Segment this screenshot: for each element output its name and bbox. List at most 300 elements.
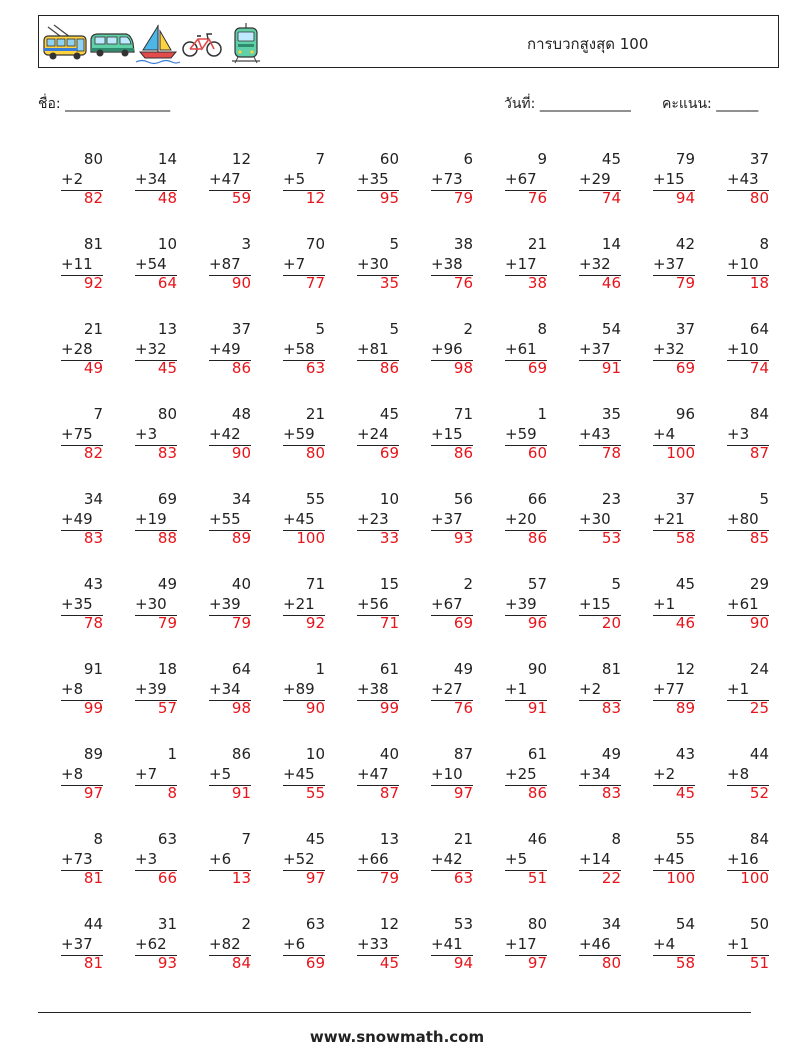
answer: 80 bbox=[305, 444, 325, 462]
problem bbox=[653, 830, 695, 890]
addend-bottom: +2 bbox=[653, 764, 676, 783]
answer: 64 bbox=[157, 274, 177, 292]
problem bbox=[357, 830, 399, 890]
addend-bottom: +2 bbox=[61, 169, 84, 188]
answer: 76 bbox=[453, 699, 473, 717]
addend-top: 86 bbox=[231, 745, 251, 763]
problem bbox=[357, 405, 399, 465]
answer: 58 bbox=[675, 529, 695, 547]
addend-bottom: +34 bbox=[209, 679, 241, 698]
addend-top: 38 bbox=[453, 235, 473, 253]
addend-bottom: +87 bbox=[209, 254, 241, 273]
addend-top: 7 bbox=[315, 150, 325, 168]
addend-top: 63 bbox=[157, 830, 177, 848]
addend-top: 71 bbox=[305, 575, 325, 593]
addend-bottom: +30 bbox=[579, 509, 611, 528]
problem bbox=[431, 490, 473, 550]
problem bbox=[727, 830, 769, 890]
addend-top: 21 bbox=[305, 405, 325, 423]
answer: 76 bbox=[527, 189, 547, 207]
answer: 81 bbox=[83, 954, 103, 972]
addend-top: 8 bbox=[537, 320, 547, 338]
answer: 33 bbox=[379, 529, 399, 547]
problem bbox=[505, 575, 547, 635]
answer: 83 bbox=[83, 529, 103, 547]
sailboat-icon bbox=[136, 25, 180, 64]
addend-top: 80 bbox=[83, 150, 103, 168]
addend-bottom: +10 bbox=[727, 254, 759, 273]
answer: 22 bbox=[601, 869, 621, 887]
answer: 99 bbox=[379, 699, 399, 717]
problem bbox=[505, 320, 547, 380]
answer: 86 bbox=[527, 529, 547, 547]
addend-bottom: +3 bbox=[135, 849, 158, 868]
addend-bottom: +49 bbox=[61, 509, 93, 528]
answer: 80 bbox=[601, 954, 621, 972]
problem bbox=[209, 150, 251, 210]
answer: 82 bbox=[83, 189, 103, 207]
addend-top: 49 bbox=[601, 745, 621, 763]
addend-bottom: +47 bbox=[209, 169, 241, 188]
addend-top: 34 bbox=[601, 915, 621, 933]
problem bbox=[653, 405, 695, 465]
addend-top: 60 bbox=[379, 150, 399, 168]
addend-top: 79 bbox=[675, 150, 695, 168]
problem bbox=[431, 150, 473, 210]
addend-bottom: +41 bbox=[431, 934, 463, 953]
problem bbox=[653, 150, 695, 210]
problem bbox=[431, 915, 473, 975]
answer: 58 bbox=[675, 954, 695, 972]
addend-top: 37 bbox=[675, 320, 695, 338]
answer: 20 bbox=[601, 614, 621, 632]
addend-top: 64 bbox=[231, 660, 251, 678]
addend-top: 2 bbox=[463, 575, 473, 593]
answer: 84 bbox=[231, 954, 251, 972]
answer: 88 bbox=[157, 529, 177, 547]
addend-top: 45 bbox=[675, 575, 695, 593]
addend-top: 55 bbox=[305, 490, 325, 508]
problem bbox=[505, 660, 547, 720]
addend-top: 1 bbox=[537, 405, 547, 423]
problem bbox=[653, 745, 695, 805]
addend-bottom: +8 bbox=[727, 764, 750, 783]
worksheet-title: การบวกสูงสุด 100 bbox=[527, 35, 649, 53]
problem bbox=[61, 490, 103, 550]
addend-bottom: +6 bbox=[209, 849, 232, 868]
problem bbox=[579, 490, 621, 550]
answer: 90 bbox=[231, 444, 251, 462]
addend-top: 56 bbox=[453, 490, 473, 508]
addend-top: 63 bbox=[305, 915, 325, 933]
answer: 8 bbox=[167, 784, 177, 802]
addend-top: 12 bbox=[231, 150, 251, 168]
addend-top: 96 bbox=[675, 405, 695, 423]
trolleybus-icon bbox=[44, 25, 86, 60]
answer: 79 bbox=[453, 189, 473, 207]
problem bbox=[209, 405, 251, 465]
problem bbox=[505, 745, 547, 805]
addend-bottom: +42 bbox=[431, 849, 463, 868]
addend-top: 31 bbox=[157, 915, 177, 933]
answer: 87 bbox=[749, 444, 769, 462]
addend-bottom: +24 bbox=[357, 424, 389, 443]
addend-top: 44 bbox=[83, 915, 103, 933]
addend-bottom: +62 bbox=[135, 934, 167, 953]
answer: 89 bbox=[231, 529, 251, 547]
addend-bottom: +37 bbox=[431, 509, 463, 528]
answer: 93 bbox=[453, 529, 473, 547]
problem bbox=[727, 660, 769, 720]
addend-top: 49 bbox=[157, 575, 177, 593]
addend-top: 34 bbox=[83, 490, 103, 508]
problem bbox=[431, 830, 473, 890]
addend-bottom: +32 bbox=[579, 254, 611, 273]
problem bbox=[283, 320, 325, 380]
addend-top: 45 bbox=[379, 405, 399, 423]
addend-bottom: +73 bbox=[61, 849, 93, 868]
problem bbox=[61, 660, 103, 720]
problem bbox=[653, 235, 695, 295]
header-box bbox=[38, 15, 779, 68]
addend-top: 2 bbox=[463, 320, 473, 338]
problem bbox=[357, 150, 399, 210]
addend-bottom: +29 bbox=[579, 169, 611, 188]
addend-top: 70 bbox=[305, 235, 325, 253]
problem bbox=[579, 575, 621, 635]
addend-top: 37 bbox=[675, 490, 695, 508]
addend-bottom: +8 bbox=[61, 679, 84, 698]
addend-top: 37 bbox=[231, 320, 251, 338]
addend-bottom: +37 bbox=[61, 934, 93, 953]
answer: 95 bbox=[379, 189, 399, 207]
answer: 51 bbox=[527, 869, 547, 887]
answer: 52 bbox=[749, 784, 769, 802]
answer: 38 bbox=[527, 274, 547, 292]
problem bbox=[357, 490, 399, 550]
answer: 46 bbox=[675, 614, 695, 632]
problem bbox=[209, 235, 251, 295]
addend-bottom: +82 bbox=[209, 934, 241, 953]
answer: 25 bbox=[749, 699, 769, 717]
problem bbox=[579, 405, 621, 465]
problem bbox=[135, 745, 177, 805]
answer: 78 bbox=[601, 444, 621, 462]
addend-bottom: +80 bbox=[727, 509, 759, 528]
problem bbox=[283, 915, 325, 975]
addend-bottom: +33 bbox=[357, 934, 389, 953]
answer: 49 bbox=[83, 359, 103, 377]
addend-top: 50 bbox=[749, 915, 769, 933]
addend-top: 80 bbox=[527, 915, 547, 933]
problem bbox=[505, 235, 547, 295]
answer: 100 bbox=[296, 529, 325, 547]
addend-bottom: +77 bbox=[653, 679, 685, 698]
addend-bottom: +17 bbox=[505, 254, 537, 273]
addend-bottom: +7 bbox=[283, 254, 306, 273]
van-icon bbox=[91, 34, 134, 57]
addend-bottom: +15 bbox=[653, 169, 685, 188]
problem bbox=[209, 660, 251, 720]
answer: 91 bbox=[527, 699, 547, 717]
problem bbox=[431, 235, 473, 295]
score-field: คะแนน: ______ bbox=[662, 96, 759, 112]
addend-top: 37 bbox=[749, 150, 769, 168]
problem bbox=[61, 830, 103, 890]
addend-bottom: +21 bbox=[283, 594, 315, 613]
addend-top: 1 bbox=[167, 745, 177, 763]
answer: 92 bbox=[305, 614, 325, 632]
problem bbox=[357, 320, 399, 380]
answer: 46 bbox=[601, 274, 621, 292]
addend-bottom: +27 bbox=[431, 679, 463, 698]
answer: 76 bbox=[453, 274, 473, 292]
addend-top: 13 bbox=[379, 830, 399, 848]
answer: 98 bbox=[231, 699, 251, 717]
problem bbox=[505, 490, 547, 550]
problem bbox=[283, 235, 325, 295]
addend-top: 5 bbox=[759, 490, 769, 508]
addend-bottom: +32 bbox=[135, 339, 167, 358]
answer: 87 bbox=[379, 784, 399, 802]
addend-top: 84 bbox=[749, 405, 769, 423]
addend-bottom: +73 bbox=[431, 169, 463, 188]
addend-bottom: +54 bbox=[135, 254, 167, 273]
tram-icon bbox=[232, 23, 260, 63]
answer: 100 bbox=[666, 869, 695, 887]
answer: 94 bbox=[453, 954, 473, 972]
problem bbox=[357, 575, 399, 635]
answer: 97 bbox=[305, 869, 325, 887]
answer: 35 bbox=[379, 274, 399, 292]
answer: 90 bbox=[231, 274, 251, 292]
addend-bottom: +20 bbox=[505, 509, 537, 528]
answer: 99 bbox=[83, 699, 103, 717]
addend-top: 10 bbox=[379, 490, 399, 508]
answer: 74 bbox=[601, 189, 621, 207]
problem bbox=[61, 320, 103, 380]
addend-bottom: +45 bbox=[283, 764, 315, 783]
addend-top: 61 bbox=[527, 745, 547, 763]
addend-top: 61 bbox=[379, 660, 399, 678]
problem bbox=[135, 830, 177, 890]
addend-top: 89 bbox=[83, 745, 103, 763]
addend-top: 29 bbox=[749, 575, 769, 593]
problem bbox=[61, 915, 103, 975]
addend-top: 21 bbox=[453, 830, 473, 848]
answer: 66 bbox=[157, 869, 177, 887]
addend-bottom: +14 bbox=[579, 849, 611, 868]
addend-bottom: +34 bbox=[135, 169, 167, 188]
addend-top: 15 bbox=[379, 575, 399, 593]
answer: 45 bbox=[675, 784, 695, 802]
addend-bottom: +37 bbox=[579, 339, 611, 358]
problem bbox=[653, 575, 695, 635]
addend-bottom: +59 bbox=[283, 424, 315, 443]
addend-top: 24 bbox=[749, 660, 769, 678]
footer-url: www.snowmath.com bbox=[309, 1028, 485, 1046]
problem bbox=[135, 320, 177, 380]
problem bbox=[727, 150, 769, 210]
addend-bottom: +45 bbox=[283, 509, 315, 528]
addend-top: 1 bbox=[315, 660, 325, 678]
answer: 77 bbox=[305, 274, 325, 292]
addend-top: 81 bbox=[601, 660, 621, 678]
answer: 92 bbox=[83, 274, 103, 292]
addend-bottom: +45 bbox=[653, 849, 685, 868]
problem bbox=[283, 575, 325, 635]
addend-bottom: +19 bbox=[135, 509, 167, 528]
answer: 80 bbox=[749, 189, 769, 207]
addend-top: 10 bbox=[157, 235, 177, 253]
answer: 100 bbox=[666, 444, 695, 462]
name-field: ชื่อ: _______________ bbox=[38, 96, 171, 112]
addend-bottom: +11 bbox=[61, 254, 93, 273]
addend-top: 5 bbox=[389, 320, 399, 338]
addend-bottom: +21 bbox=[653, 509, 685, 528]
addend-bottom: +55 bbox=[209, 509, 241, 528]
problem bbox=[653, 660, 695, 720]
problem bbox=[61, 150, 103, 210]
answer: 96 bbox=[527, 614, 547, 632]
addend-top: 91 bbox=[83, 660, 103, 678]
addend-top: 80 bbox=[157, 405, 177, 423]
answer: 63 bbox=[453, 869, 473, 887]
answer: 86 bbox=[527, 784, 547, 802]
answer: 90 bbox=[749, 614, 769, 632]
addend-top: 64 bbox=[749, 320, 769, 338]
problem bbox=[357, 235, 399, 295]
addend-top: 57 bbox=[527, 575, 547, 593]
addend-bottom: +3 bbox=[135, 424, 158, 443]
addend-bottom: +1 bbox=[727, 934, 750, 953]
answer: 97 bbox=[83, 784, 103, 802]
problem bbox=[505, 405, 547, 465]
problem bbox=[579, 150, 621, 210]
problem bbox=[579, 830, 621, 890]
vehicle-icons bbox=[42, 19, 267, 65]
problem bbox=[357, 660, 399, 720]
addend-bottom: +2 bbox=[579, 679, 602, 698]
problem bbox=[283, 490, 325, 550]
answer: 85 bbox=[749, 529, 769, 547]
addend-top: 35 bbox=[601, 405, 621, 423]
answer: 89 bbox=[675, 699, 695, 717]
addend-bottom: +17 bbox=[505, 934, 537, 953]
addend-bottom: +37 bbox=[653, 254, 685, 273]
answer: 45 bbox=[379, 954, 399, 972]
answer: 79 bbox=[675, 274, 695, 292]
problem bbox=[505, 150, 547, 210]
addend-bottom: +42 bbox=[209, 424, 241, 443]
answer: 74 bbox=[749, 359, 769, 377]
problem bbox=[61, 235, 103, 295]
answer: 57 bbox=[157, 699, 177, 717]
problem bbox=[579, 915, 621, 975]
addend-top: 66 bbox=[527, 490, 547, 508]
answer: 12 bbox=[305, 189, 325, 207]
addend-bottom: +35 bbox=[61, 594, 93, 613]
answer: 97 bbox=[453, 784, 473, 802]
problem bbox=[209, 320, 251, 380]
addend-top: 44 bbox=[749, 745, 769, 763]
addend-bottom: +6 bbox=[283, 934, 306, 953]
problem bbox=[727, 575, 769, 635]
problem bbox=[727, 405, 769, 465]
answer: 83 bbox=[601, 784, 621, 802]
addend-top: 5 bbox=[389, 235, 399, 253]
answer: 91 bbox=[231, 784, 251, 802]
addend-bottom: +39 bbox=[505, 594, 537, 613]
problem bbox=[357, 915, 399, 975]
addend-top: 54 bbox=[601, 320, 621, 338]
addend-top: 84 bbox=[749, 830, 769, 848]
addend-bottom: +47 bbox=[357, 764, 389, 783]
problem bbox=[135, 915, 177, 975]
addend-bottom: +43 bbox=[579, 424, 611, 443]
addend-top: 48 bbox=[231, 405, 251, 423]
problem bbox=[283, 745, 325, 805]
answer: 86 bbox=[379, 359, 399, 377]
problem bbox=[61, 575, 103, 635]
addend-top: 45 bbox=[601, 150, 621, 168]
addend-bottom: +23 bbox=[357, 509, 389, 528]
problem bbox=[727, 915, 769, 975]
problem bbox=[653, 320, 695, 380]
addend-top: 53 bbox=[453, 915, 473, 933]
addend-top: 8 bbox=[93, 830, 103, 848]
addend-bottom: +32 bbox=[653, 339, 685, 358]
addend-bottom: +39 bbox=[209, 594, 241, 613]
addend-bottom: +52 bbox=[283, 849, 315, 868]
addend-top: 81 bbox=[83, 235, 103, 253]
problem bbox=[209, 745, 251, 805]
answer: 100 bbox=[740, 869, 769, 887]
addend-bottom: +35 bbox=[357, 169, 389, 188]
problem bbox=[579, 235, 621, 295]
addend-bottom: +1 bbox=[653, 594, 676, 613]
addend-top: 5 bbox=[611, 575, 621, 593]
answer: 69 bbox=[453, 614, 473, 632]
addend-top: 18 bbox=[157, 660, 177, 678]
addend-bottom: +5 bbox=[283, 169, 306, 188]
addend-bottom: +25 bbox=[505, 764, 537, 783]
addend-top: 43 bbox=[675, 745, 695, 763]
answer: 98 bbox=[453, 359, 473, 377]
problem bbox=[135, 235, 177, 295]
addend-top: 42 bbox=[675, 235, 695, 253]
problem bbox=[135, 660, 177, 720]
problem bbox=[579, 745, 621, 805]
answer: 79 bbox=[157, 614, 177, 632]
addend-top: 7 bbox=[241, 830, 251, 848]
answer: 78 bbox=[83, 614, 103, 632]
answer: 51 bbox=[749, 954, 769, 972]
addend-top: 69 bbox=[157, 490, 177, 508]
answer: 69 bbox=[675, 359, 695, 377]
addend-bottom: +59 bbox=[505, 424, 537, 443]
problem bbox=[283, 660, 325, 720]
addend-top: 87 bbox=[453, 745, 473, 763]
addend-top: 43 bbox=[83, 575, 103, 593]
answer: 83 bbox=[601, 699, 621, 717]
addend-top: 2 bbox=[241, 915, 251, 933]
answer: 97 bbox=[527, 954, 547, 972]
answer: 93 bbox=[157, 954, 177, 972]
addend-bottom: +7 bbox=[135, 764, 158, 783]
addend-top: 13 bbox=[157, 320, 177, 338]
problem bbox=[135, 405, 177, 465]
